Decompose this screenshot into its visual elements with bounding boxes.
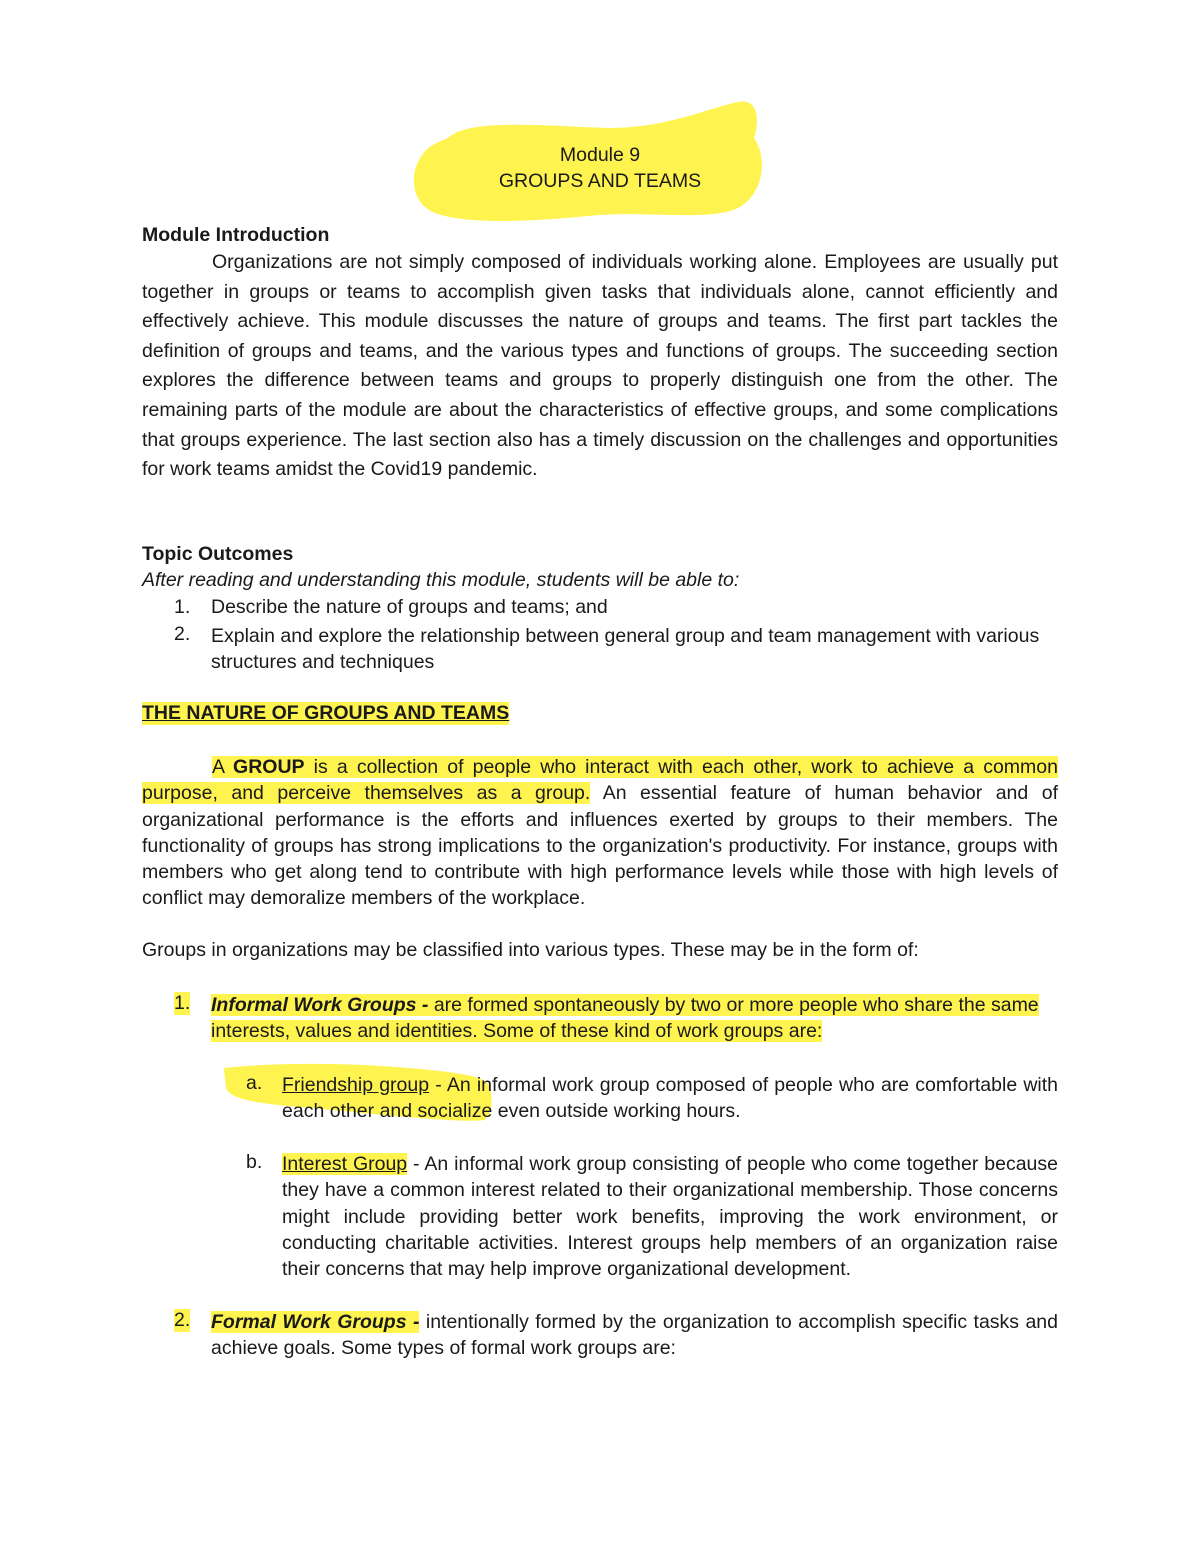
module-number: Module 9 [559,144,641,166]
group-definition-paragraph: A GROUP is a collection of people who interact with each other, work to achieve a common purpose, and perceive themselves as a group. An essential feature of human behavior and of organizational performance is the efforts and influences exerted by groups to their members. The functionality of groups has strong implications to the organization's productivity. For instance, groups with members who get along tend to contribute with high performance levels while those with high levels of conflict may demoralize members of the workplace. [142,756,1058,910]
definition-highlight: A GROUP is a collection of people who interact with each other, work to achieve a common purpose, and perceive themselves as a group. [142,756,1058,805]
informal-work-groups-item: Informal Work Groups - are formed spontaneously by two or more people who share the same interests, values and identities. Some of these kind of work groups are: [211,994,1039,1043]
friendship-group-term: Friendship group [282,1074,430,1096]
formal-work-groups-term: Formal Work Groups - [211,1311,420,1333]
friendship-group-item: Friendship group - An informal work group composed of people who are comfortable with each other and socialize even outside working hours. [282,1074,1059,1123]
outcome-text: Explain and explore the relationship between general group and team management with various structures and techniques [211,625,1040,673]
subtype-letter: a. [246,1072,263,1094]
page-title: GROUPS AND TEAMS [498,170,702,192]
outcome-number: 1. [174,596,191,618]
formal-work-groups-item: Formal Work Groups - intentionally formed by the organization to accomplish specific tasks and achieve goals. Some types of formal work groups are: [211,1311,1058,1360]
outcomes-lead: After reading and understanding this module, students will be able to: [142,569,740,591]
interest-group-term: Interest Group [282,1153,408,1175]
group-term: GROUP [233,756,305,778]
informal-work-groups-term: Informal Work Groups - [211,994,429,1016]
outcome-number: 2. [174,623,191,645]
outcomes-heading: Topic Outcomes [142,543,294,565]
section-heading: THE NATURE OF GROUPS AND TEAMS [142,702,510,724]
intro-heading: Module Introduction [142,224,330,246]
outcome-text: Describe the nature of groups and teams; and [211,596,608,618]
type-number: 1. [174,992,191,1014]
types-intro: Groups in organizations may be classified into various types. These may be in the form of: [142,939,919,961]
type-number: 2. [174,1309,191,1331]
subtype-letter: b. [246,1151,263,1173]
interest-group-item: Interest Group - An informal work group consisting of people who come together because they have a common interest related to their organizational membership. Those concerns might include providing better work benefits, improving the work environment, or conducting charitable activities. Interest groups help members of an organization raise their concerns that may help improve organizational development. [282,1153,1058,1281]
intro-paragraph: Organizations are not simply composed of individuals working alone. Employees are usually put together in groups or teams to accomplish given tasks that individuals alone, cannot efficiently and effectively achieve. This module discusses the nature of groups and teams. The first part tackles the definition of groups and teams, and the various types and functions of groups. The succeeding section explores the difference between teams and groups to properly distinguish one from the other. The remaining parts of the module are about the characteristics of effective groups, and some complications that groups experience. The last section also has a timely discussion on the challenges and opportunities for work teams amidst the Covid19 pandemic. [142,251,1058,481]
